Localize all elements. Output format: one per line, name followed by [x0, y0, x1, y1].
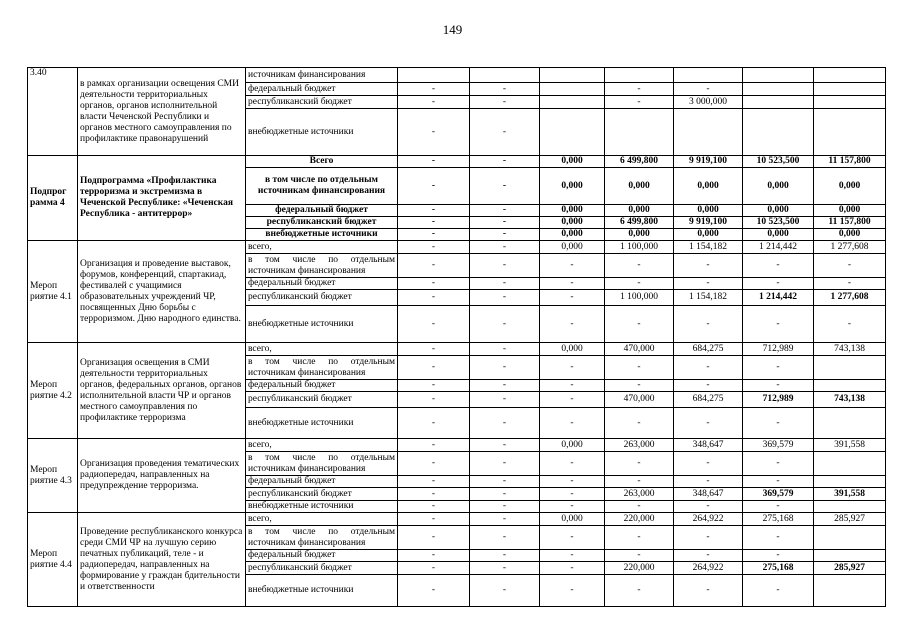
value-cell: 369,579	[743, 439, 814, 452]
value-cell: -	[470, 488, 540, 501]
value-cell	[540, 109, 605, 156]
value-cell	[814, 96, 886, 109]
value-cell: -	[398, 290, 470, 306]
value-cell: -	[398, 488, 470, 501]
value-cell: -	[470, 254, 540, 278]
value-cell: 6 499,800	[605, 156, 674, 168]
value-cell: -	[674, 575, 743, 607]
value-cell: -	[470, 83, 540, 96]
table-row	[28, 439, 886, 452]
value-cell: 285,927	[814, 562, 886, 575]
value-cell: 1 214,442	[743, 241, 814, 254]
value-cell: -	[398, 205, 470, 217]
value-cell: -	[605, 452, 674, 476]
value-cell: 264,922	[674, 562, 743, 575]
value-cell	[814, 452, 886, 476]
value-cell: -	[540, 356, 605, 380]
value-cell: -	[398, 217, 470, 229]
value-cell: -	[470, 501, 540, 513]
value-cell: -	[605, 501, 674, 513]
funding-source: источникам финансирования	[246, 68, 398, 83]
value-cell: -	[540, 526, 605, 550]
value-cell: -	[398, 156, 470, 168]
value-cell: 1 214,442	[743, 290, 814, 306]
value-cell: 684,275	[674, 343, 743, 356]
table-row	[28, 513, 886, 526]
value-cell: -	[605, 83, 674, 96]
value-cell	[743, 109, 814, 156]
value-cell	[743, 83, 814, 96]
value-cell: -	[470, 380, 540, 392]
funding-source: Всего	[246, 156, 398, 168]
value-cell: -	[470, 168, 540, 205]
value-cell: 0,000	[674, 229, 743, 241]
value-cell: -	[398, 575, 470, 607]
value-cell: -	[743, 254, 814, 278]
funding-source: федеральный бюджет	[246, 476, 398, 488]
funding-source: в том числе по отдельным источникам финансирования	[246, 452, 398, 476]
value-cell: 3 000,000	[674, 96, 743, 109]
value-cell: 0,000	[540, 343, 605, 356]
value-cell: -	[674, 83, 743, 96]
value-cell: -	[540, 392, 605, 408]
value-cell: -	[540, 575, 605, 607]
value-cell	[540, 83, 605, 96]
value-cell: -	[674, 278, 743, 290]
value-cell: 220,000	[605, 562, 674, 575]
value-cell: 712,989	[743, 343, 814, 356]
funding-source: всего,	[246, 343, 398, 356]
value-cell: -	[470, 241, 540, 254]
value-cell: -	[398, 96, 470, 109]
funding-source: внебюджетные источники	[246, 229, 398, 241]
value-cell: 275,168	[743, 513, 814, 526]
value-cell: -	[743, 306, 814, 343]
value-cell: 11 157,800	[814, 217, 886, 229]
value-cell: 0,000	[540, 439, 605, 452]
value-cell: -	[743, 501, 814, 513]
value-cell: -	[470, 452, 540, 476]
funding-source: внебюджетные источники	[246, 501, 398, 513]
value-cell	[398, 68, 470, 83]
row-index: Мероп риятие 4.3	[28, 439, 78, 513]
value-cell: -	[674, 526, 743, 550]
value-cell: -	[743, 575, 814, 607]
value-cell: -	[605, 526, 674, 550]
value-cell: 0,000	[540, 205, 605, 217]
value-cell: 1 154,182	[674, 290, 743, 306]
value-cell	[814, 476, 886, 488]
value-cell: 391,558	[814, 439, 886, 452]
row-index: Подпрог рамма 4	[28, 156, 78, 241]
table-row	[28, 241, 886, 254]
value-cell: 0,000	[743, 205, 814, 217]
value-cell: -	[605, 96, 674, 109]
value-cell	[674, 109, 743, 156]
funding-source: внебюджетные источники	[246, 408, 398, 439]
value-cell: -	[398, 476, 470, 488]
funding-source: внебюджетные источники	[246, 109, 398, 156]
value-cell: -	[470, 439, 540, 452]
value-cell: -	[470, 278, 540, 290]
value-cell	[814, 83, 886, 96]
value-cell: -	[470, 306, 540, 343]
funding-source: внебюджетные источники	[246, 306, 398, 343]
value-cell: -	[743, 476, 814, 488]
value-cell: 0,000	[540, 513, 605, 526]
row-index: Мероп риятие 4.4	[28, 513, 78, 607]
value-cell: -	[470, 562, 540, 575]
value-cell: -	[540, 501, 605, 513]
value-cell: -	[540, 476, 605, 488]
value-cell	[814, 380, 886, 392]
value-cell: 0,000	[540, 156, 605, 168]
value-cell	[540, 96, 605, 109]
value-cell: 9 919,100	[674, 156, 743, 168]
value-cell: -	[470, 343, 540, 356]
value-cell: -	[398, 306, 470, 343]
value-cell: -	[605, 550, 674, 562]
value-cell: 263,000	[605, 439, 674, 452]
value-cell: 0,000	[605, 168, 674, 205]
row-description: Организация освещения в СМИ деятельности территориальных органов, федеральных органов, органов исполнительной власти ЧР и органов местного самоуправления по профилактике терроризма	[78, 343, 246, 439]
value-cell: 0,000	[540, 241, 605, 254]
value-cell: 263,000	[605, 488, 674, 501]
value-cell: -	[470, 229, 540, 241]
value-cell: -	[470, 290, 540, 306]
value-cell: -	[398, 562, 470, 575]
value-cell: 285,927	[814, 513, 886, 526]
value-cell: 0,000	[814, 168, 886, 205]
value-cell: 10 523,500	[743, 217, 814, 229]
value-cell: -	[540, 488, 605, 501]
row-description: в рамках организации освещения СМИ деятельности территориальных органов, органов исполнительной власти Чеченской Республики и органов местного самоуправления по профилактике правонарушений	[78, 68, 246, 156]
funding-source: республиканский бюджет	[246, 96, 398, 109]
value-cell: 1 100,000	[605, 241, 674, 254]
funding-source: республиканский бюджет	[246, 488, 398, 501]
row-description: Организация и проведение выставок, форумов, конференций, спартакиад, фестивалей с учащимися образовательных учреждений ЧР, посвященных Дню борьбы с терроризмом. Дню народного единства.	[78, 241, 246, 343]
value-cell: -	[674, 254, 743, 278]
funding-source: федеральный бюджет	[246, 83, 398, 96]
value-cell: -	[814, 278, 886, 290]
value-cell: 0,000	[540, 217, 605, 229]
value-cell: 9 919,100	[674, 217, 743, 229]
value-cell: -	[743, 452, 814, 476]
funding-source: всего,	[246, 241, 398, 254]
value-cell: -	[470, 575, 540, 607]
row-description: Подпрограмма «Профилактика терроризма и экстремизма в Чеченской Республике: «Чеченская Республика - антитеррор»	[78, 156, 246, 241]
table-row	[28, 343, 886, 356]
value-cell: 470,000	[605, 343, 674, 356]
value-cell	[814, 550, 886, 562]
value-cell: -	[540, 408, 605, 439]
value-cell: 712,989	[743, 392, 814, 408]
value-cell: -	[470, 476, 540, 488]
value-cell: 743,138	[814, 343, 886, 356]
funding-source: республиканский бюджет	[246, 290, 398, 306]
budget-table	[27, 67, 886, 607]
table-row	[28, 156, 886, 168]
value-cell	[814, 109, 886, 156]
funding-source: федеральный бюджет	[246, 380, 398, 392]
value-cell: -	[743, 380, 814, 392]
value-cell: -	[398, 168, 470, 205]
value-cell: -	[398, 439, 470, 452]
value-cell: -	[470, 392, 540, 408]
funding-source: всего,	[246, 439, 398, 452]
funding-source: в том числе по отдельным источникам финансирования	[246, 254, 398, 278]
value-cell: -	[398, 408, 470, 439]
value-cell: 1 154,182	[674, 241, 743, 254]
row-description: Проведение республиканского конкурса среди СМИ ЧР на лучшую серию печатных публикаций, теле - и радиопередач, направленных на формирование у граждан бдительности и ответственности	[78, 513, 246, 607]
value-cell: -	[605, 278, 674, 290]
value-cell: 264,922	[674, 513, 743, 526]
value-cell: -	[605, 254, 674, 278]
value-cell: -	[540, 380, 605, 392]
row-index: Мероп риятие 4.2	[28, 343, 78, 439]
value-cell: -	[743, 550, 814, 562]
value-cell: -	[674, 306, 743, 343]
value-cell: -	[743, 526, 814, 550]
value-cell: -	[605, 476, 674, 488]
value-cell: -	[605, 306, 674, 343]
funding-source: всего,	[246, 513, 398, 526]
value-cell	[470, 68, 540, 83]
value-cell	[540, 68, 605, 83]
value-cell	[814, 575, 886, 607]
funding-source: в том числе по отдельным источникам финансирования	[246, 356, 398, 380]
value-cell: 0,000	[674, 205, 743, 217]
value-cell: -	[540, 254, 605, 278]
value-cell: 0,000	[743, 168, 814, 205]
value-cell	[814, 501, 886, 513]
value-cell: -	[470, 217, 540, 229]
value-cell: -	[605, 575, 674, 607]
value-cell: -	[398, 452, 470, 476]
row-index: 3.40	[28, 68, 78, 156]
value-cell: -	[540, 278, 605, 290]
funding-source: республиканский бюджет	[246, 217, 398, 229]
funding-source: внебюджетные источники	[246, 575, 398, 607]
value-cell: -	[674, 356, 743, 380]
value-cell	[743, 68, 814, 83]
value-cell: -	[470, 513, 540, 526]
value-cell: 0,000	[540, 229, 605, 241]
value-cell	[674, 68, 743, 83]
value-cell: 1 277,608	[814, 290, 886, 306]
value-cell: -	[743, 408, 814, 439]
value-cell: -	[605, 408, 674, 439]
value-cell: -	[398, 501, 470, 513]
row-description: Организация проведения тематических радиопередач, направленных на предупреждение терроризма.	[78, 439, 246, 513]
value-cell: 684,275	[674, 392, 743, 408]
value-cell: -	[470, 550, 540, 562]
value-cell: -	[674, 380, 743, 392]
value-cell: -	[398, 241, 470, 254]
table-row	[28, 68, 886, 83]
value-cell: -	[540, 562, 605, 575]
value-cell: -	[470, 205, 540, 217]
value-cell: -	[674, 501, 743, 513]
value-cell	[605, 109, 674, 156]
value-cell: 0,000	[605, 205, 674, 217]
value-cell: -	[470, 356, 540, 380]
value-cell: -	[540, 452, 605, 476]
table-body	[28, 68, 886, 607]
value-cell	[814, 68, 886, 83]
value-cell: -	[398, 278, 470, 290]
value-cell: -	[470, 156, 540, 168]
value-cell: 275,168	[743, 562, 814, 575]
value-cell	[814, 356, 886, 380]
value-cell: 0,000	[605, 229, 674, 241]
value-cell	[605, 68, 674, 83]
value-cell: -	[674, 550, 743, 562]
value-cell: 0,000	[743, 229, 814, 241]
value-cell: 743,138	[814, 392, 886, 408]
value-cell: 369,579	[743, 488, 814, 501]
value-cell: 0,000	[674, 168, 743, 205]
funding-source: федеральный бюджет	[246, 278, 398, 290]
value-cell: -	[814, 306, 886, 343]
value-cell: 0,000	[814, 205, 886, 217]
funding-source: республиканский бюджет	[246, 392, 398, 408]
value-cell: -	[398, 550, 470, 562]
value-cell: -	[540, 290, 605, 306]
value-cell: -	[470, 109, 540, 156]
funding-source: в том числе по отдельным источникам финансирования	[246, 168, 398, 205]
value-cell: 0,000	[814, 229, 886, 241]
value-cell: -	[814, 254, 886, 278]
page-number: 149	[442, 22, 463, 37]
funding-source: федеральный бюджет	[246, 205, 398, 217]
funding-source: в том числе по отдельным источникам финансирования	[246, 526, 398, 550]
value-cell: 0,000	[540, 168, 605, 205]
value-cell: -	[540, 550, 605, 562]
value-cell: -	[398, 254, 470, 278]
value-cell: -	[470, 408, 540, 439]
value-cell: -	[398, 343, 470, 356]
value-cell: -	[540, 306, 605, 343]
value-cell: -	[674, 452, 743, 476]
value-cell: -	[398, 526, 470, 550]
value-cell: 6 499,800	[605, 217, 674, 229]
value-cell: 470,000	[605, 392, 674, 408]
value-cell: 348,647	[674, 439, 743, 452]
value-cell: 1 277,608	[814, 241, 886, 254]
value-cell: -	[398, 392, 470, 408]
value-cell: 220,000	[605, 513, 674, 526]
funding-source: республиканский бюджет	[246, 562, 398, 575]
value-cell: 391,558	[814, 488, 886, 501]
value-cell: -	[470, 96, 540, 109]
value-cell: 348,647	[674, 488, 743, 501]
value-cell: 11 157,800	[814, 156, 886, 168]
value-cell	[814, 408, 886, 439]
value-cell: -	[743, 356, 814, 380]
value-cell: -	[470, 526, 540, 550]
row-index: Мероп риятие 4.1	[28, 241, 78, 343]
value-cell: -	[398, 356, 470, 380]
value-cell: -	[398, 229, 470, 241]
value-cell: -	[398, 109, 470, 156]
value-cell	[814, 526, 886, 550]
value-cell: -	[674, 408, 743, 439]
funding-source: федеральный бюджет	[246, 550, 398, 562]
value-cell	[743, 96, 814, 109]
value-cell: -	[605, 380, 674, 392]
value-cell: -	[743, 278, 814, 290]
value-cell: 1 100,000	[605, 290, 674, 306]
value-cell: -	[605, 356, 674, 380]
value-cell: 10 523,500	[743, 156, 814, 168]
value-cell: -	[398, 83, 470, 96]
value-cell: -	[398, 380, 470, 392]
value-cell: -	[398, 513, 470, 526]
value-cell: -	[674, 476, 743, 488]
